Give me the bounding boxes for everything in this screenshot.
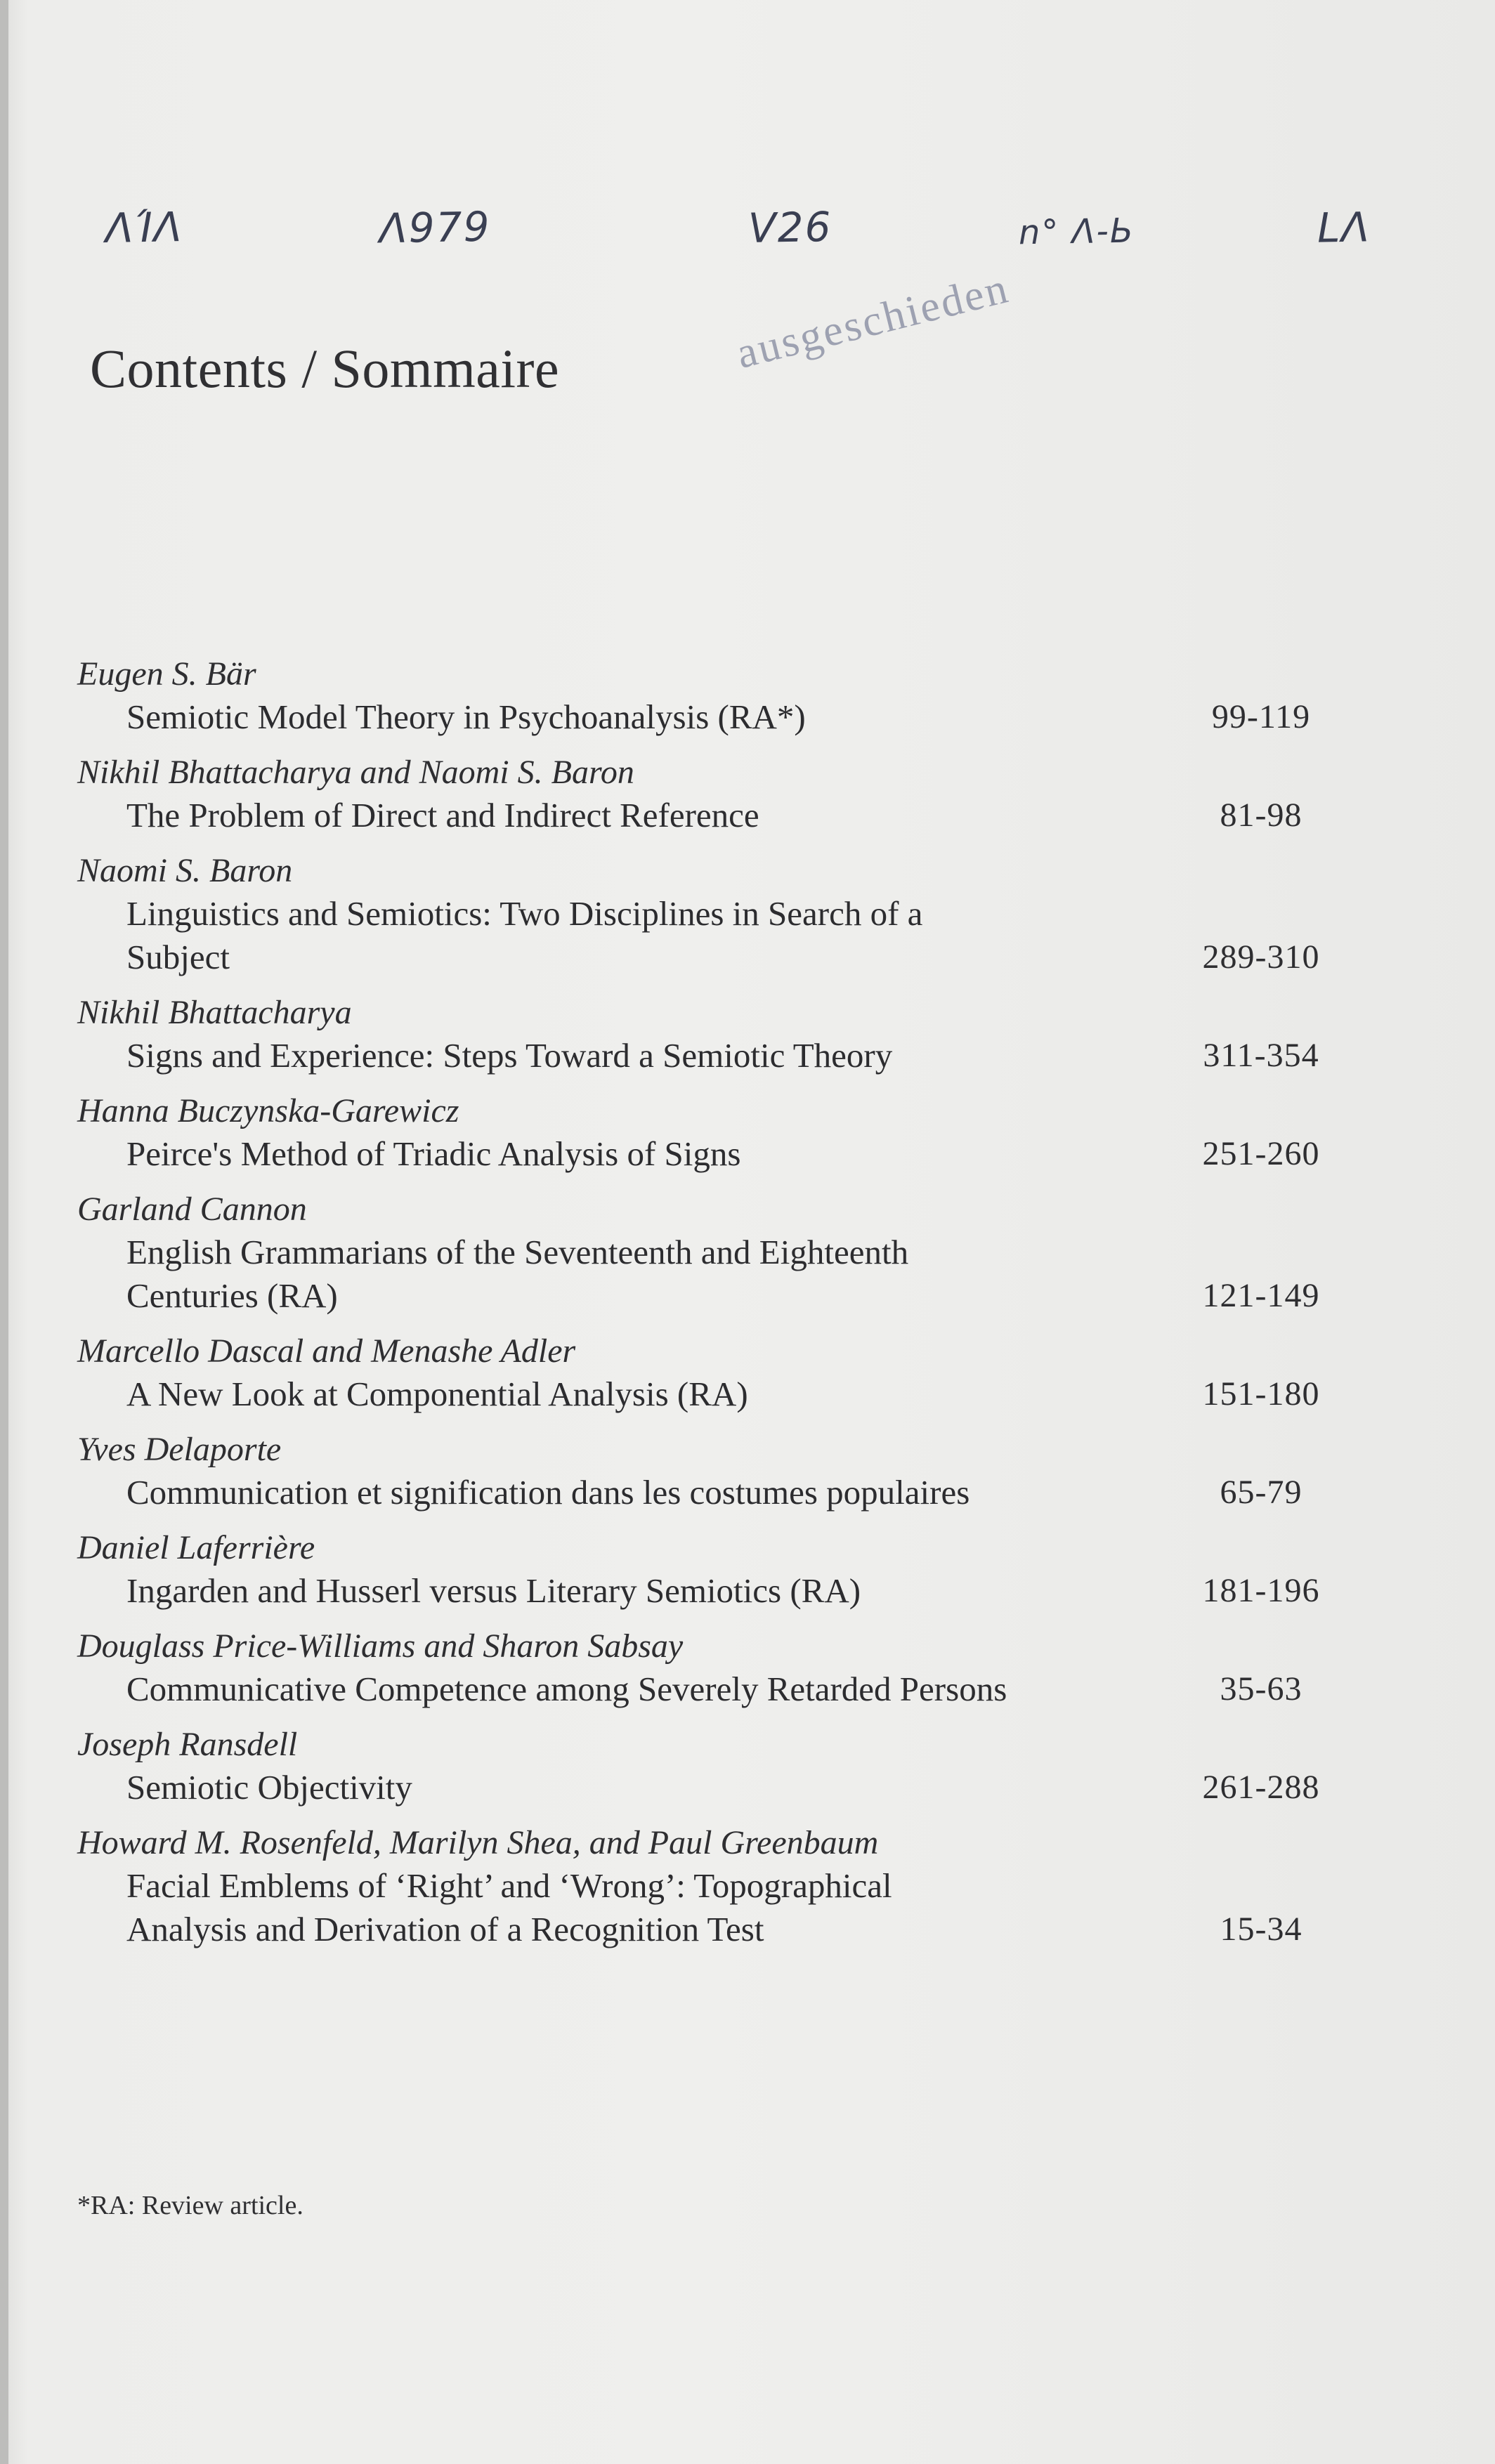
toc-pages: 81-98 xyxy=(1220,797,1303,834)
toc-entry xyxy=(77,1527,1342,1613)
toc-title-line xyxy=(77,892,1342,979)
toc-title: Communicative Competence among Severely Retarded Persons xyxy=(126,1670,1007,1708)
toc-title: Communication et signification dans les costumes populaires xyxy=(126,1473,970,1512)
toc-title-line xyxy=(77,1569,1342,1613)
footnote: *RA: Review article. xyxy=(77,2191,303,2220)
handwritten-note: Λ979 xyxy=(379,202,491,253)
handwritten-note: V26 xyxy=(748,202,833,253)
toc-title: Facial Emblems of ‘Right’ and ‘Wrong’: Topographical xyxy=(126,1866,892,1905)
toc-title: Linguistics and Semiotics: Two Disciplines in Search of a xyxy=(126,894,923,933)
toc-title-line xyxy=(77,1372,1342,1416)
toc-author: Marcello Dascal and Menashe Adler xyxy=(77,1332,576,1370)
toc-entry xyxy=(77,992,1342,1077)
toc-pages: 289-310 xyxy=(1202,938,1320,976)
toc-entry xyxy=(77,1625,1342,1711)
toc-pages: 15-34 xyxy=(1220,1911,1303,1948)
toc-author: Yves Delaporte xyxy=(77,1431,282,1468)
toc-pages: 261-288 xyxy=(1202,1769,1320,1806)
toc-title-line xyxy=(77,1132,1342,1176)
toc-author: Eugen S. Bär xyxy=(77,655,256,693)
toc-author: Joseph Ransdell xyxy=(77,1726,298,1763)
toc-entry xyxy=(77,752,1342,837)
toc-pages: 121-149 xyxy=(1202,1277,1320,1314)
toc-pages: 151-180 xyxy=(1202,1375,1320,1413)
toc-entry xyxy=(77,1429,1342,1514)
toc-title-line xyxy=(77,1034,1342,1077)
toc-title-line xyxy=(77,1766,1342,1809)
toc-title: English Grammarians of the Seventeenth and Eighteenth xyxy=(126,1233,909,1271)
toc-pages: 65-79 xyxy=(1220,1474,1303,1511)
toc-pages: 251-260 xyxy=(1202,1135,1320,1172)
toc-title-line xyxy=(77,1864,1342,1951)
toc-entry xyxy=(77,1330,1342,1416)
toc-author: Nikhil Bhattacharya xyxy=(77,994,352,1031)
toc-title: Semiotic Objectivity xyxy=(126,1768,412,1807)
toc-author: Douglass Price-Williams and Sharon Sabsay xyxy=(77,1627,684,1665)
toc-entry xyxy=(77,1188,1342,1318)
toc-title: Semiotic Model Theory in Psychoanalysis (RA*) xyxy=(126,697,806,736)
toc-title-line xyxy=(77,794,1342,837)
handwritten-note: n° Λ-Ь xyxy=(1018,211,1135,253)
toc-author: Howard M. Rosenfeld, Marilyn Shea, and Paul Greenbaum xyxy=(77,1824,879,1861)
toc-title: Ingarden and Husserl versus Literary Semiotics (RA) xyxy=(126,1571,861,1610)
toc-pages: 311-354 xyxy=(1203,1037,1319,1074)
page-title: Contents / Sommaire xyxy=(90,338,560,399)
toc-author: Naomi S. Baron xyxy=(77,852,293,889)
toc-title-continued: Subject xyxy=(126,938,230,976)
toc-title-line xyxy=(77,1231,1342,1318)
handwritten-shelfmark xyxy=(105,204,1412,281)
toc-title: Peirce's Method of Triadic Analysis of Signs xyxy=(126,1134,741,1173)
toc-title: A New Look at Componential Analysis (RA) xyxy=(126,1375,748,1413)
toc-pages: 181-196 xyxy=(1202,1572,1320,1609)
library-stamp: ausgeschieden xyxy=(731,263,1014,379)
toc-title: Signs and Experience: Steps Toward a Semiotic Theory xyxy=(126,1036,893,1075)
toc-pages: 99-119 xyxy=(1211,698,1311,735)
toc-author: Hanna Buczynska-Garewicz xyxy=(77,1092,459,1129)
handwritten-note: ΛΊΛ xyxy=(105,203,184,252)
toc-title: The Problem of Direct and Indirect Reference xyxy=(126,796,759,834)
page-edge-shadow xyxy=(0,0,8,2464)
toc-title-continued: Centuries (RA) xyxy=(126,1276,338,1315)
toc-entry xyxy=(77,1090,1342,1176)
table-of-contents xyxy=(77,653,1342,1964)
toc-entry xyxy=(77,653,1342,739)
toc-entry xyxy=(77,1724,1342,1809)
toc-entry xyxy=(77,1822,1342,1951)
toc-author: Daniel Laferrière xyxy=(77,1529,315,1566)
toc-title-line xyxy=(77,1667,1342,1711)
toc-pages: 35-63 xyxy=(1220,1670,1303,1708)
toc-title-continued: Analysis and Derivation of a Recognition Test xyxy=(126,1910,764,1948)
toc-author: Nikhil Bhattacharya and Naomi S. Baron xyxy=(77,754,634,791)
toc-author: Garland Cannon xyxy=(77,1191,307,1228)
toc-title-line xyxy=(77,695,1342,739)
toc-title-line xyxy=(77,1471,1342,1514)
toc-entry xyxy=(77,850,1342,979)
handwritten-note: LΛ xyxy=(1317,203,1371,252)
